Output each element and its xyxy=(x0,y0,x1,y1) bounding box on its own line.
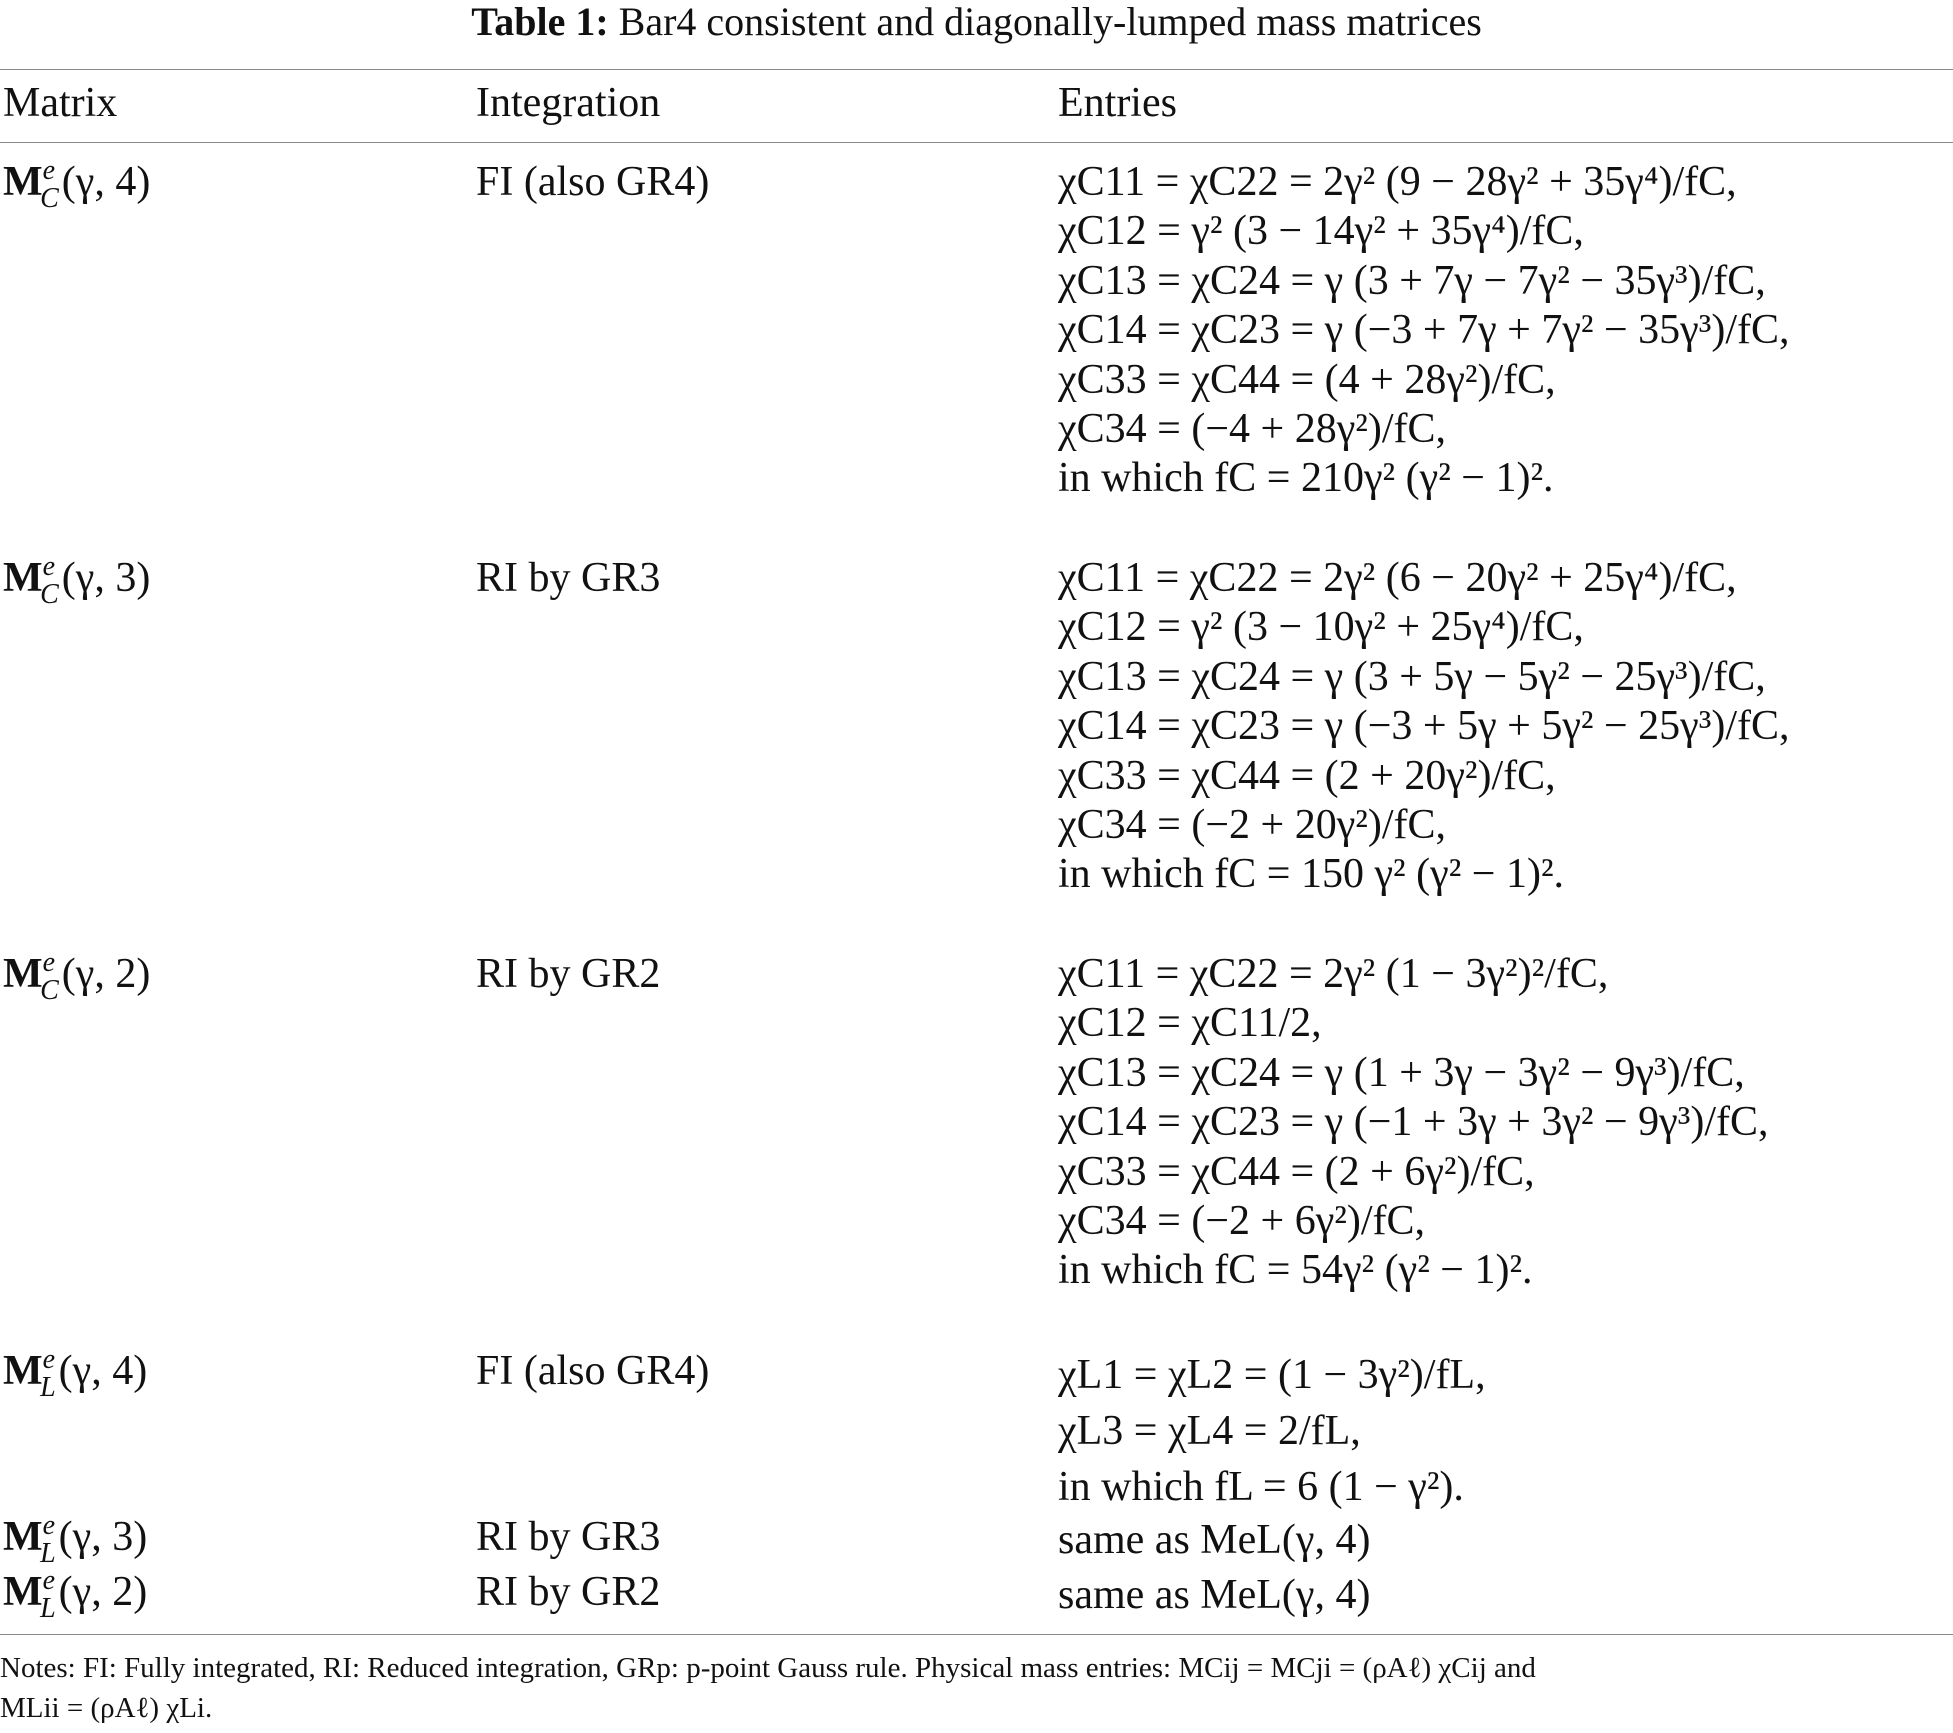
entry-line: in which fC = 210γ² (γ² − 1)². xyxy=(1058,455,1554,502)
header-integration: Integration xyxy=(476,80,661,126)
entries-cell xyxy=(1058,1568,1370,1622)
table-caption xyxy=(0,0,1953,70)
entry-line: χC34 = (−2 + 20γ²)/fC, xyxy=(1058,801,1447,848)
entry-line: χC33 = χC44 = (2 + 6γ²)/fC, xyxy=(1058,1148,1535,1195)
entry-line: χC33 = χC44 = (4 + 28γ²)/fC, xyxy=(1058,356,1556,403)
matrix-argument: (γ, 4) xyxy=(61,159,151,205)
entries-cell xyxy=(1058,1347,1486,1515)
entries-cell xyxy=(1058,554,1790,900)
matrix-symbol xyxy=(3,947,62,1006)
entries-cell xyxy=(1058,950,1769,1296)
integration-cell: RI by GR2 xyxy=(476,951,661,997)
matrix-subscript: C xyxy=(40,579,59,610)
entry-line: χC11 = χC22 = 2γ² (6 − 20γ² + 25γ⁴)/fC, xyxy=(1058,555,1737,601)
matrix-subscript: L xyxy=(40,1593,56,1624)
matrix-argument: (γ, 3) xyxy=(61,555,151,601)
matrix-base: M xyxy=(3,159,43,205)
entry-line: χC13 = χC24 = γ (1 + 3γ − 3γ² − 9γ³)/fC, xyxy=(1058,1049,1745,1096)
matrix-base: M xyxy=(3,1514,43,1560)
entry-line: χC34 = (−2 + 6γ²)/fC, xyxy=(1058,1197,1426,1244)
matrix-argument: (γ, 4) xyxy=(58,1348,148,1394)
entry-line: χL3 = χL4 = 2/fL, xyxy=(1058,1408,1361,1454)
matrix-superscript: e xyxy=(42,1344,56,1375)
matrix-symbol xyxy=(3,1510,59,1569)
matrix-argument: (γ, 2) xyxy=(58,1569,148,1615)
matrix-subscript: C xyxy=(40,975,59,1006)
matrix-cell xyxy=(3,1344,148,1403)
entry-line: χC14 = χC23 = γ (−3 + 7γ + 7γ² − 35γ³)/fC, xyxy=(1058,307,1790,354)
header-matrix: Matrix xyxy=(3,80,118,126)
bottom-rule xyxy=(0,1634,1953,1635)
entry-line: χC13 = χC24 = γ (3 + 7γ − 7γ² − 35γ³)/fC, xyxy=(1058,257,1766,304)
integration-cell: RI by GR3 xyxy=(476,555,661,601)
matrix-cell xyxy=(3,947,151,1006)
entry-line: χC14 = χC23 = γ (−3 + 5γ + 5γ² − 25γ³)/fC, xyxy=(1058,703,1790,750)
entry-line: χC12 = γ² (3 − 14γ² + 35γ⁴)/fC, xyxy=(1058,208,1584,255)
matrix-cell xyxy=(3,1565,148,1624)
entries-cell xyxy=(1058,1513,1370,1567)
integration-cell: FI (also GR4) xyxy=(476,159,710,205)
matrix-superscript: e xyxy=(42,1510,56,1541)
entry-line: same as MeL(γ, 4) xyxy=(1058,1517,1371,1563)
matrix-symbol xyxy=(3,551,62,610)
caption-label: Table 1: xyxy=(471,0,609,44)
entry-line: in which fC = 150 γ² (γ² − 1)². xyxy=(1058,851,1565,898)
matrix-superscript: e xyxy=(42,155,56,186)
matrix-subscript: L xyxy=(40,1372,56,1403)
entry-line: χL1 = χL2 = (1 − 3γ²)/fL, xyxy=(1058,1352,1486,1398)
entry-line: χC12 = χC11/2, xyxy=(1058,1000,1322,1047)
matrix-base: M xyxy=(3,1348,43,1394)
notes-line-2: MLii = (ρAℓ) χLi. xyxy=(0,1692,213,1724)
matrix-argument: (γ, 2) xyxy=(61,951,151,997)
matrix-subscript: C xyxy=(40,183,59,214)
entry-line: in which fL = 6 (1 − γ²). xyxy=(1058,1464,1464,1510)
top-rule xyxy=(0,69,1953,70)
integration-cell: RI by GR3 xyxy=(476,1514,661,1560)
entry-line: χC14 = χC23 = γ (−1 + 3γ + 3γ² − 9γ³)/fC, xyxy=(1058,1099,1769,1146)
entry-line: χC11 = χC22 = 2γ² (9 − 28γ² + 35γ⁴)/fC, xyxy=(1058,159,1737,205)
matrix-base: M xyxy=(3,951,43,997)
matrix-symbol xyxy=(3,155,62,214)
header-rule xyxy=(0,142,1953,143)
matrix-superscript: e xyxy=(42,1565,56,1596)
matrix-argument: (γ, 3) xyxy=(58,1514,148,1560)
matrix-base: M xyxy=(3,555,43,601)
matrix-subscript: L xyxy=(40,1538,56,1569)
entry-line: χC13 = χC24 = γ (3 + 5γ − 5γ² − 25γ³)/fC, xyxy=(1058,653,1766,700)
matrix-cell xyxy=(3,155,151,214)
matrix-base: M xyxy=(3,1569,43,1615)
matrix-superscript: e xyxy=(42,551,56,582)
entry-line: same as MeL(γ, 4) xyxy=(1058,1572,1371,1618)
entry-line: χC11 = χC22 = 2γ² (1 − 3γ²)²/fC, xyxy=(1058,951,1609,997)
integration-cell: FI (also GR4) xyxy=(476,1348,710,1394)
entry-line: χC12 = γ² (3 − 10γ² + 25γ⁴)/fC, xyxy=(1058,604,1584,651)
integration-cell: RI by GR2 xyxy=(476,1569,661,1615)
entry-line: in which fC = 54γ² (γ² − 1)². xyxy=(1058,1247,1533,1294)
matrix-cell xyxy=(3,1510,148,1569)
matrix-superscript: e xyxy=(42,947,56,978)
caption-text: Bar4 consistent and diagonally-lumped mass matrices xyxy=(618,0,1482,44)
entries-cell xyxy=(1058,158,1790,504)
matrix-symbol xyxy=(3,1565,59,1624)
matrix-symbol xyxy=(3,1344,59,1403)
entry-line: χC34 = (−4 + 28γ²)/fC, xyxy=(1058,405,1447,452)
notes-line-1: Notes: FI: Fully integrated, RI: Reduced integration, GRp: p-point Gauss rule. Physical mass entries: MCij = MCji = (ρAℓ) χCij and xyxy=(0,1652,1536,1684)
matrix-cell xyxy=(3,551,151,610)
table-notes xyxy=(0,1648,1953,1728)
header-entries: Entries xyxy=(1058,80,1177,126)
entry-line: χC33 = χC44 = (2 + 20γ²)/fC, xyxy=(1058,752,1556,799)
